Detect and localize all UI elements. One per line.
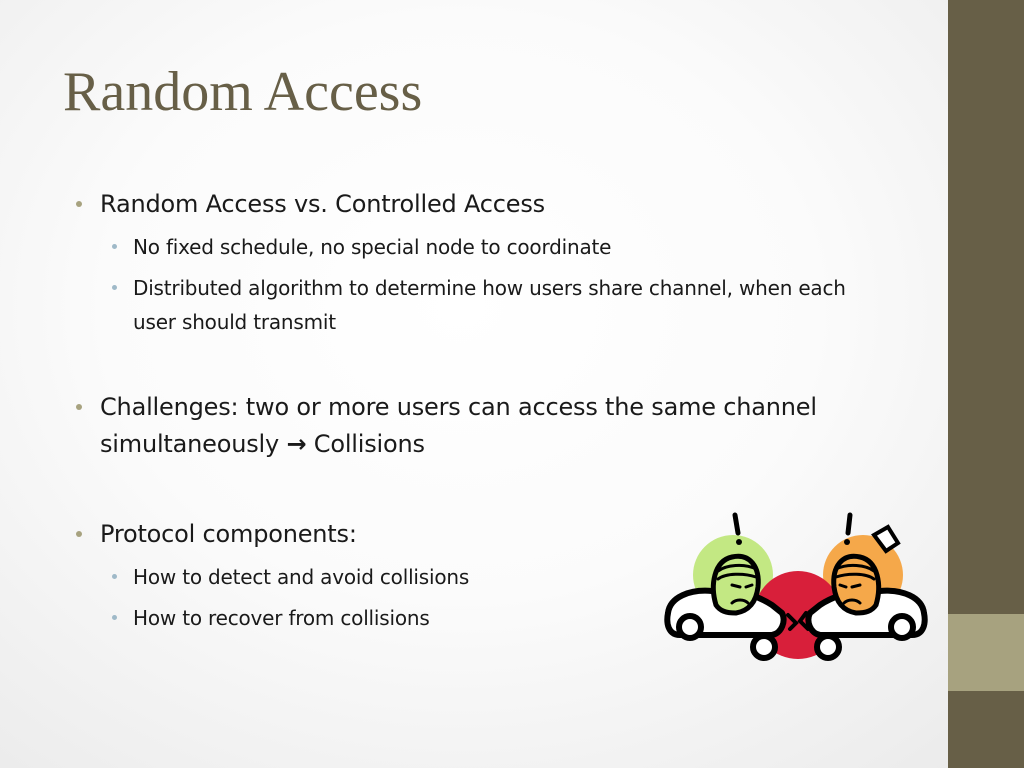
sub-bullet-item-3-1: How to detect and avoid collisions: [133, 565, 470, 589]
sub-bullet-dot: [112, 574, 117, 579]
sub-bullet-item-1-1: No fixed schedule, no special node to coordinate: [133, 235, 612, 259]
bullet-dot: [76, 531, 82, 537]
car-collision-icon: [660, 505, 932, 665]
sidebar-accent-block: [948, 614, 1024, 691]
slide-title: Random Access: [63, 61, 423, 123]
bullet-item-3: Protocol components:: [100, 520, 357, 548]
bullet-item-2-result: Collisions: [313, 430, 425, 458]
sub-bullet-dot: [112, 244, 117, 249]
bullet-dot: [76, 404, 82, 410]
bullet-item-2-text: Challenges: two or more users can access the same channel simultaneously: [100, 393, 817, 458]
arrow-right-icon: →: [286, 430, 307, 458]
bullet-item-1: Random Access vs. Controlled Access: [100, 190, 545, 218]
sub-bullet-item-3-2: How to recover from collisions: [133, 606, 430, 630]
sub-bullet-dot: [112, 615, 117, 620]
bullet-item-2: [100, 389, 890, 463]
sub-bullet-dot: [112, 285, 117, 290]
bullet-dot: [76, 201, 82, 207]
sub-bullet-item-1-2: Distributed algorithm to determine how users share channel, when each user should transmit: [133, 276, 846, 334]
